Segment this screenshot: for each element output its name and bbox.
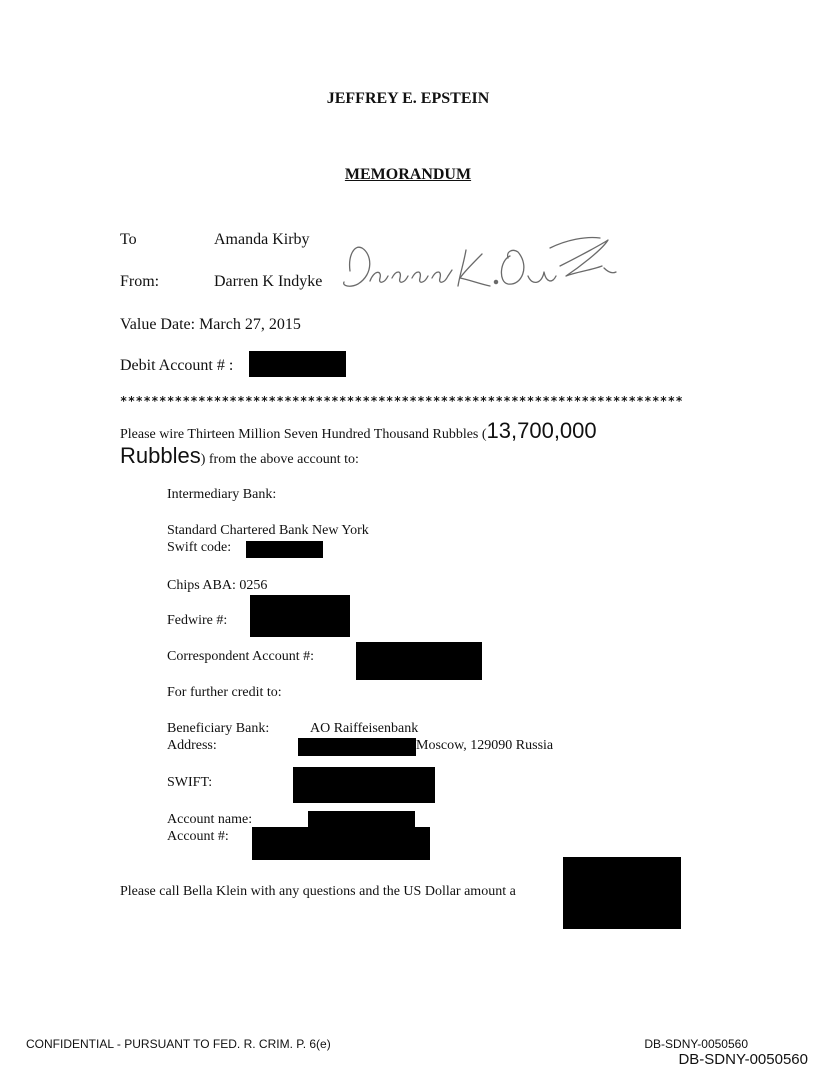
beneficiary-bank-value: AO Raiffeisenbank [310,721,419,736]
debit-account-label: Debit Account # : [120,357,234,374]
from-value: Darren K Indyke [214,273,323,290]
redaction-debit-account [249,351,346,377]
redaction-correspondent-account [356,642,482,680]
from-label: From: [120,273,160,290]
redaction-address [298,738,416,756]
bates-number-small: DB-SDNY-0050560 [644,1037,748,1051]
bates-number-large: DB-SDNY-0050560 [678,1051,808,1068]
beneficiary-bank-label: Beneficiary Bank: [167,721,270,736]
memo-heading: MEMORANDUM [344,166,472,183]
redaction-fedwire [250,595,350,637]
closing-text: Please call Bella Klein with any questions and the US Dollar amount a [120,884,516,899]
redaction-account-number [252,827,430,860]
wire-amount: 13,700,000 [486,418,597,443]
letterhead-title: JEFFREY E. EPSTEIN [326,90,490,107]
redaction-usd-amount [563,857,681,929]
signature-icon [340,226,620,296]
confidential-footer: CONFIDENTIAL - PURSUANT TO FED. R. CRIM. P. 6(e) [26,1037,331,1051]
correspondent-account-label: Correspondent Account #: [167,649,314,664]
wire-instruction-line1 [120,418,597,444]
chips-aba: Chips ABA: 0256 [167,578,268,593]
redaction-swift-code [246,541,323,558]
account-number-label: Account #: [167,829,229,844]
further-credit-label: For further credit to: [167,685,282,700]
account-name-label: Account name: [167,812,253,827]
address-label: Address: [167,738,217,753]
to-value: Amanda Kirby [214,231,310,248]
intermediary-bank-label: Intermediary Bank: [167,487,277,502]
wire-currency: Rubbles [120,443,201,468]
value-date: Value Date: March 27, 2015 [120,316,301,333]
separator-line: ************************************************************************ [120,394,684,408]
fedwire-label: Fedwire #: [167,613,228,628]
to-label: To [120,231,137,248]
swift-code-label: Swift code: [167,540,232,555]
wire-instruction-line2 [120,443,359,469]
address-value: Moscow, 129090 Russia [416,738,554,753]
redaction-swift [293,767,435,803]
wire-instruction-suffix: ) from the above account to: [200,452,359,467]
intermediary-bank-name: Standard Chartered Bank New York [167,523,369,538]
swift-label: SWIFT: [167,775,213,790]
wire-instruction-text: Please wire Thirteen Million Seven Hundred Thousand Rubbles ( [120,427,487,442]
